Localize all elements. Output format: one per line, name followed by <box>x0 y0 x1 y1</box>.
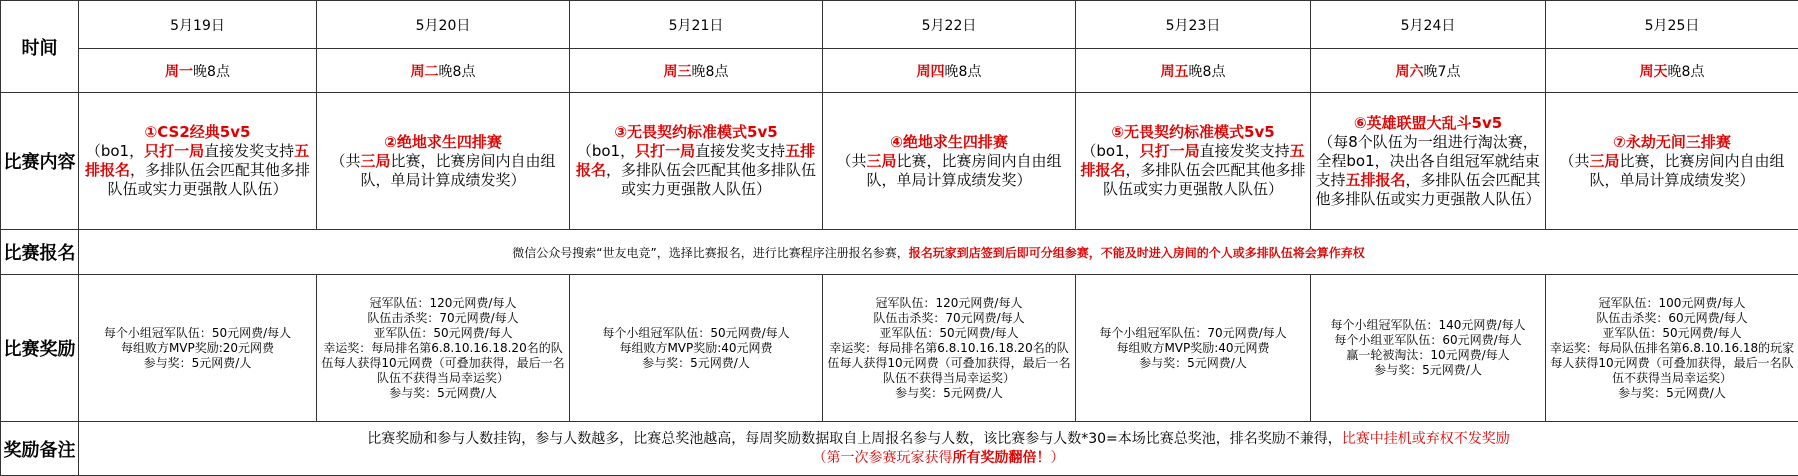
weekday: 周一 <box>165 64 193 80</box>
content-text: ，多排队伍会匹配其他多排队伍或实力更强散人队伍） <box>107 161 310 198</box>
weekday: 周二 <box>411 64 439 80</box>
content-highlight: ⑦永劫无间三排赛 <box>1613 133 1731 151</box>
reward-line: 队伍击杀奖：70元网费/每人 <box>319 311 567 326</box>
content-text: 直接发奖 <box>204 142 264 160</box>
note-warning: 比赛中挂机或弃权不发奖励 <box>1342 431 1510 447</box>
reward-line: 参与奖：5元网费/人 <box>1313 363 1543 378</box>
content-text: 支持 <box>264 142 294 160</box>
content-highlight: ②绝地求生四排赛 <box>384 133 502 151</box>
reward-line: 冠军队伍：120元网费/每人 <box>825 296 1073 311</box>
start-time: 晚8点 <box>945 64 982 80</box>
content-text: 直接发奖 <box>1200 142 1260 160</box>
content-text: 比赛，比赛房间内自由组队，单局计算成绩发奖） <box>866 152 1061 189</box>
reward-cell <box>1546 275 1798 422</box>
date-row <box>1 1 1798 49</box>
content-cell <box>570 93 823 230</box>
content-highlight: 五排报名 <box>1080 142 1304 179</box>
reward-line: 冠军队伍：100元网费/每人 <box>1548 296 1796 311</box>
content-highlight: ①CS2经典5v5 <box>145 123 251 141</box>
reward-cell <box>823 275 1076 422</box>
weekday: 周天 <box>1640 64 1668 80</box>
reward-cell <box>1311 275 1546 422</box>
content-text: （bo1， <box>1081 142 1139 160</box>
date-cell: 5月25日 <box>1546 1 1798 49</box>
content-highlight: 五排报名 <box>1345 171 1405 189</box>
start-time: 晚8点 <box>439 64 476 80</box>
content-highlight: 只打一局 <box>144 142 204 160</box>
note-bonus-bold: 所有奖励翻倍！ <box>953 450 1051 466</box>
note-bonus-text: 第一次参赛玩家获得 <box>827 450 953 466</box>
reward-line: 参与奖：5元网费/人 <box>825 386 1073 401</box>
time-cell <box>1076 49 1311 93</box>
content-text: （共 <box>836 152 866 170</box>
row-label-reward: 比赛奖励 <box>1 275 79 422</box>
signup-text: 微信公众号搜索“世友电竞”，选择比赛报名，进行比赛程序注册报名参赛， <box>512 246 908 260</box>
start-time: 晚8点 <box>1189 64 1226 80</box>
signup-warning: 报名玩家到店签到后即可分组参赛，不能及时进入房间的个人或多排队伍将会算作弃权 <box>909 246 1365 260</box>
content-highlight: 只打一局 <box>635 142 695 160</box>
content-cell <box>79 93 317 230</box>
reward-cell <box>570 275 823 422</box>
reward-line: 每个小组冠军队伍：50元网费/每人 <box>572 326 820 341</box>
reward-line: 每组败方MVP奖励:40元网费 <box>572 341 820 356</box>
content-text: 比赛，比赛房间内自由组队，单局计算成绩发奖） <box>360 152 555 189</box>
content-text: （bo1， <box>86 142 144 160</box>
content-cell <box>823 93 1076 230</box>
content-highlight: ③无畏契约标准模式5v5 <box>614 123 777 141</box>
reward-line: 每组败方MVP奖励:40元网费 <box>1078 341 1308 356</box>
start-time: 晚8点 <box>1668 64 1705 80</box>
content-text: ，多排队伍会匹配其他多排队伍或实力更强散人队伍） <box>606 161 816 198</box>
signup-cell <box>79 230 1798 275</box>
reward-line: 队伍击杀奖：60元网费/每人 <box>1548 311 1796 326</box>
signup-row <box>1 230 1798 275</box>
reward-cell <box>317 275 570 422</box>
reward-line: 参与奖：5元网费/人 <box>572 356 820 371</box>
reward-line: 每个小组冠军队伍：70元网费/每人 <box>1078 326 1308 341</box>
content-text: 支持 <box>1315 171 1345 189</box>
note-row <box>1 422 1798 476</box>
time-cell <box>79 49 317 93</box>
reward-line: 幸运奖：每局排名第6.8.10.16.18.20名的队伍每人获得10元网费（可叠加获得，最后一名队伍不获得当局幸运奖） <box>825 341 1073 386</box>
date-cell: 5月23日 <box>1076 1 1311 49</box>
content-highlight: 三局 <box>866 152 896 170</box>
weekday: 周三 <box>664 64 692 80</box>
reward-row <box>1 275 1798 422</box>
row-label-time: 时间 <box>1 1 79 93</box>
reward-line: 每个小组冠军队伍：50元网费/每人 <box>81 326 314 341</box>
reward-line: 参与奖：5元网费/人 <box>319 386 567 401</box>
reward-line: 参与奖：5元网费/人 <box>1548 386 1796 401</box>
reward-line: 每个小组冠军队伍：140元网费/每人 <box>1313 318 1543 333</box>
time-row <box>1 49 1798 93</box>
reward-line: 队伍击杀奖：70元网费/每人 <box>825 311 1073 326</box>
content-text: （共 <box>1559 152 1589 170</box>
note-text: 比赛奖励和参与人数挂钩，参与人数越多，比赛总奖池越高，每周奖励数据取自上周报名参与人数，该比赛参与人数*30=本场比赛总奖池，排名奖励不兼得， <box>367 431 1342 447</box>
content-row <box>1 93 1798 230</box>
note-cell <box>79 422 1798 476</box>
note-paren-close: ） <box>1051 450 1065 466</box>
reward-line: 参与奖：5元网费/人 <box>1078 356 1308 371</box>
content-text: 支持 <box>755 142 785 160</box>
content-highlight: ⑤无畏契约标准模式5v5 <box>1111 123 1274 141</box>
time-cell <box>823 49 1076 93</box>
reward-cell <box>1076 275 1311 422</box>
content-highlight: ⑥英雄联盟大乱斗5v5 <box>1354 114 1502 132</box>
time-cell <box>1311 49 1546 93</box>
weekday: 周六 <box>1396 64 1424 80</box>
content-cell <box>1311 93 1546 230</box>
reward-cell <box>79 275 317 422</box>
reward-line: 每组败方MVP奖励:20元网费 <box>81 341 314 356</box>
content-text: （每8个队伍为一组进行淘汰赛，全程bo1，决出各自组冠军就结束 <box>1316 133 1539 170</box>
content-text: 支持 <box>1260 142 1290 160</box>
reward-line: 每个小组亚军队伍：60元网费/每人 <box>1313 333 1543 348</box>
content-text: （共 <box>330 152 360 170</box>
content-highlight: 五排报名 <box>576 142 815 179</box>
content-text: （bo1， <box>577 142 635 160</box>
reward-line: 冠军队伍：120元网费/每人 <box>319 296 567 311</box>
content-cell <box>317 93 570 230</box>
note-paren-open: （ <box>813 450 827 466</box>
reward-line: 参与奖：5元网费/人 <box>81 356 314 371</box>
start-time: 晚8点 <box>692 64 729 80</box>
weekday: 周四 <box>917 64 945 80</box>
date-cell: 5月22日 <box>823 1 1076 49</box>
start-time: 晚8点 <box>193 64 230 80</box>
weekday: 周五 <box>1161 64 1189 80</box>
time-cell <box>1546 49 1798 93</box>
content-text: ，多排队伍会匹配其他多排队伍或实力更强散人队伍） <box>1103 161 1306 198</box>
time-cell <box>570 49 823 93</box>
reward-line: 幸运奖：每局队伍排名第6.8.10.16.18的玩家每人获得10元网费（可叠加获得，最后一名队伍不获得当局幸运奖） <box>1548 341 1796 386</box>
reward-line: 幸运奖：每局排名第6.8.10.16.18.20名的队伍每人获得10元网费（可叠加获得，最后一名队伍不获得当局幸运奖） <box>319 341 567 386</box>
date-cell: 5月19日 <box>79 1 317 49</box>
reward-line: 亚军队伍：50元网费/每人 <box>1548 326 1796 341</box>
row-label-note: 奖励备注 <box>1 422 79 476</box>
content-highlight: 五排报名 <box>85 142 309 179</box>
reward-line: 赢一轮被淘汰：10元网费/每人 <box>1313 348 1543 363</box>
reward-line: 亚军队伍：50元网费/每人 <box>319 326 567 341</box>
date-cell: 5月20日 <box>317 1 570 49</box>
date-cell: 5月21日 <box>570 1 823 49</box>
content-highlight: 三局 <box>1589 152 1619 170</box>
content-cell <box>1546 93 1798 230</box>
time-cell <box>317 49 570 93</box>
content-highlight: 只打一局 <box>1140 142 1200 160</box>
row-label-signup: 比赛报名 <box>1 230 79 275</box>
content-text: 比赛，比赛房间内自由组队，单局计算成绩发奖） <box>1589 152 1784 189</box>
row-label-content: 比赛内容 <box>1 93 79 230</box>
content-highlight: ④绝地求生四排赛 <box>890 133 1008 151</box>
content-highlight: 三局 <box>360 152 390 170</box>
content-cell <box>1076 93 1311 230</box>
date-cell: 5月24日 <box>1311 1 1546 49</box>
start-time: 晚7点 <box>1424 64 1461 80</box>
reward-line: 亚军队伍：50元网费/每人 <box>825 326 1073 341</box>
content-text: 直接发奖 <box>695 142 755 160</box>
content-text: ，多排队伍会匹配其他多排队伍或实力更强散人队伍） <box>1315 171 1540 208</box>
